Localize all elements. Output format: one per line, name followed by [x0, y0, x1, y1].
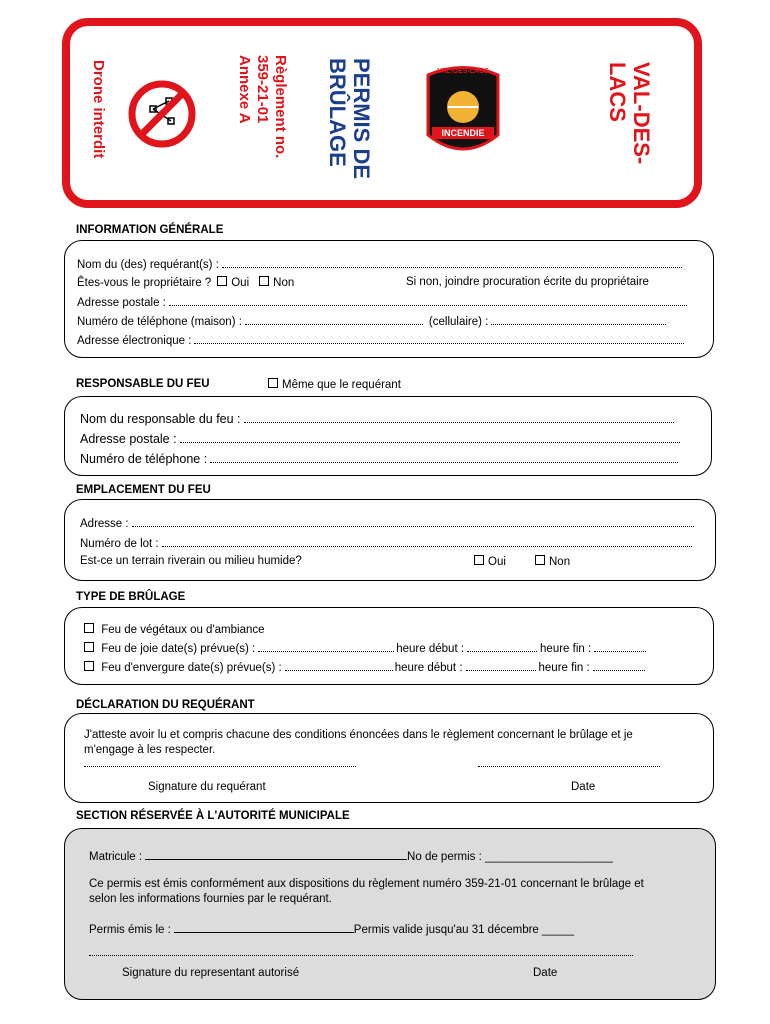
permis-emis-row	[89, 922, 574, 936]
title-line-1: PERMIS DE	[349, 58, 374, 180]
vegetaux-option	[84, 623, 265, 636]
proprietaire-label: Êtes-vous le propriétaire ?	[77, 277, 212, 289]
section-title-declaration: DÉCLARATION DU REQUÉRANT	[76, 699, 255, 711]
adresse-postale-label: Adresse postale :	[77, 297, 166, 309]
city-name	[605, 62, 653, 164]
riverain-oui-option	[474, 555, 506, 568]
no-drone-icon	[128, 80, 196, 148]
city-line-1: VAL-DES-	[629, 62, 654, 165]
municipal-text-line-1: Ce permis est émis conformément aux dispositions du règlement numéro 359-21-01 concernant le brûlage et	[89, 878, 644, 890]
permis-emis-field[interactable]	[174, 922, 354, 933]
reglement-reference	[235, 55, 289, 158]
cellulaire-label: (cellulaire) :	[428, 316, 489, 328]
feu-envergure-debut-field[interactable]	[466, 660, 536, 671]
responsable-name-row	[80, 412, 674, 426]
reglement-line-2: 359-21-01	[254, 55, 271, 124]
matricule-field[interactable]	[145, 849, 407, 860]
cellulaire-field[interactable]	[491, 314, 666, 325]
title-line-2: BRÛLAGE	[325, 58, 350, 167]
riverain-oui-label: Oui	[488, 556, 506, 568]
reglement-line-1: Règlement no.	[272, 55, 289, 159]
riverain-non-label: Non	[549, 556, 571, 568]
fire-department-crest-icon	[418, 55, 508, 165]
adresse-postale-row	[77, 295, 687, 309]
responsable-tel-row	[80, 452, 678, 466]
riverain-question: Est-ce un terrain riverain ou milieu humide?	[80, 555, 302, 567]
telephone-row	[77, 314, 666, 328]
lot-label: Numéro de lot :	[80, 538, 159, 550]
city-line-2: LACS	[605, 62, 630, 122]
requerant-name-label: Nom du (des) requérant(s) :	[77, 259, 219, 271]
feu-joie-debut-label: heure début :	[396, 643, 465, 655]
emplacement-adresse-row	[80, 516, 694, 530]
drone-banned-text: Drone interdit	[90, 60, 107, 159]
procuration-note: Si non, joindre procuration écrite du propriétaire	[406, 276, 649, 288]
representant-signature-field[interactable]	[89, 955, 633, 956]
riverain-oui-checkbox[interactable]	[474, 555, 484, 565]
responsable-tel-label: Numéro de téléphone :	[80, 452, 208, 466]
section-title-type: TYPE DE BRÛLAGE	[76, 591, 186, 603]
requerant-name-field[interactable]	[222, 257, 682, 268]
lot-row	[80, 536, 692, 550]
vegetaux-label: Feu de végétaux ou d'ambiance	[101, 624, 265, 636]
non-label: Non	[273, 277, 295, 289]
section-title-municipal: SECTION RÉSERVÉE À L'AUTORITÉ MUNICIPALE	[76, 810, 350, 822]
telephone-maison-label: Numéro de téléphone (maison) :	[77, 316, 242, 328]
reglement-line-3: Annexe A	[236, 55, 253, 124]
vegetaux-checkbox[interactable]	[84, 623, 94, 633]
permis-valide-label: Permis valide jusqu'au 31 décembre _____	[353, 924, 574, 936]
emplacement-adresse-field[interactable]	[132, 516, 694, 527]
meme-requerant-checkbox[interactable]	[268, 378, 278, 388]
courriel-field[interactable]	[194, 333, 684, 344]
requerant-date-field[interactable]	[478, 766, 660, 767]
courriel-row	[77, 333, 684, 347]
declaration-text-line-2: m'engage à les respecter.	[84, 744, 216, 756]
feu-envergure-fin-field[interactable]	[593, 660, 645, 671]
crest-label: INCENDIE	[441, 128, 485, 138]
feu-envergure-label: Feu d'envergure date(s) prévue(s) :	[101, 662, 282, 674]
responsable-name-field[interactable]	[244, 412, 674, 423]
feu-joie-debut-field[interactable]	[467, 641, 537, 652]
telephone-maison-field[interactable]	[245, 314, 423, 325]
feu-envergure-checkbox[interactable]	[84, 661, 94, 671]
feu-envergure-fin-label: heure fin :	[538, 662, 590, 674]
responsable-tel-field[interactable]	[210, 452, 678, 463]
feu-joie-fin-field[interactable]	[594, 641, 646, 652]
feu-joie-date-field[interactable]	[258, 641, 394, 652]
meme-requerant-label: Même que le requérant	[282, 379, 401, 391]
feu-envergure-debut-label: heure début :	[394, 662, 463, 674]
oui-label: Oui	[231, 277, 250, 289]
emplacement-adresse-label: Adresse :	[80, 518, 129, 530]
proprietaire-non-checkbox[interactable]	[259, 276, 269, 286]
riverain-non-checkbox[interactable]	[535, 555, 545, 565]
meme-requerant-option	[268, 378, 401, 391]
proprietaire-row	[77, 276, 294, 289]
matricule-row	[89, 849, 613, 863]
requerant-date-label: Date	[571, 781, 596, 793]
responsable-adresse-field[interactable]	[180, 432, 680, 443]
section-title-emplacement: EMPLACEMENT DU FEU	[76, 484, 211, 496]
feu-envergure-row	[84, 660, 645, 674]
requerant-name-row	[77, 257, 682, 271]
crest-top-label: VAL-DES-LACS	[437, 68, 489, 75]
no-permis-label: No de permis : ____________________	[407, 851, 613, 863]
feu-joie-fin-label: heure fin :	[540, 643, 592, 655]
section-title-responsable: RESPONSABLE DU FEU	[76, 378, 210, 390]
proprietaire-oui-checkbox[interactable]	[217, 276, 227, 286]
responsable-name-label: Nom du responsable du feu :	[80, 412, 241, 426]
section-title-general: INFORMATION GÉNÉRALE	[76, 224, 224, 236]
requerant-signature-label: Signature du requérant	[148, 781, 266, 793]
adresse-postale-field[interactable]	[169, 295, 687, 306]
declaration-text-line-1: J'atteste avoir lu et compris chacune des conditions énoncées dans le règlement concernant le brûlage et je	[84, 729, 633, 741]
responsable-adresse-row	[80, 432, 680, 446]
feu-joie-row	[84, 641, 646, 655]
responsable-adresse-label: Adresse postale :	[80, 432, 177, 446]
courriel-label: Adresse électronique :	[77, 335, 192, 347]
riverain-non-option	[535, 555, 570, 568]
representant-date-label: Date	[533, 967, 558, 979]
requerant-signature-field[interactable]	[84, 766, 356, 767]
representant-signature-label: Signature du representant autorisé	[122, 967, 300, 979]
municipal-text-line-2: selon les informations fournies par le requérant.	[89, 893, 332, 905]
permis-emis-label: Permis émis le :	[89, 924, 171, 936]
page-title	[325, 58, 373, 179]
feu-joie-checkbox[interactable]	[84, 642, 94, 652]
feu-joie-label: Feu de joie date(s) prévue(s) :	[101, 643, 256, 655]
feu-envergure-date-field[interactable]	[285, 660, 393, 671]
lot-field[interactable]	[162, 536, 692, 547]
matricule-label: Matricule :	[89, 851, 143, 863]
